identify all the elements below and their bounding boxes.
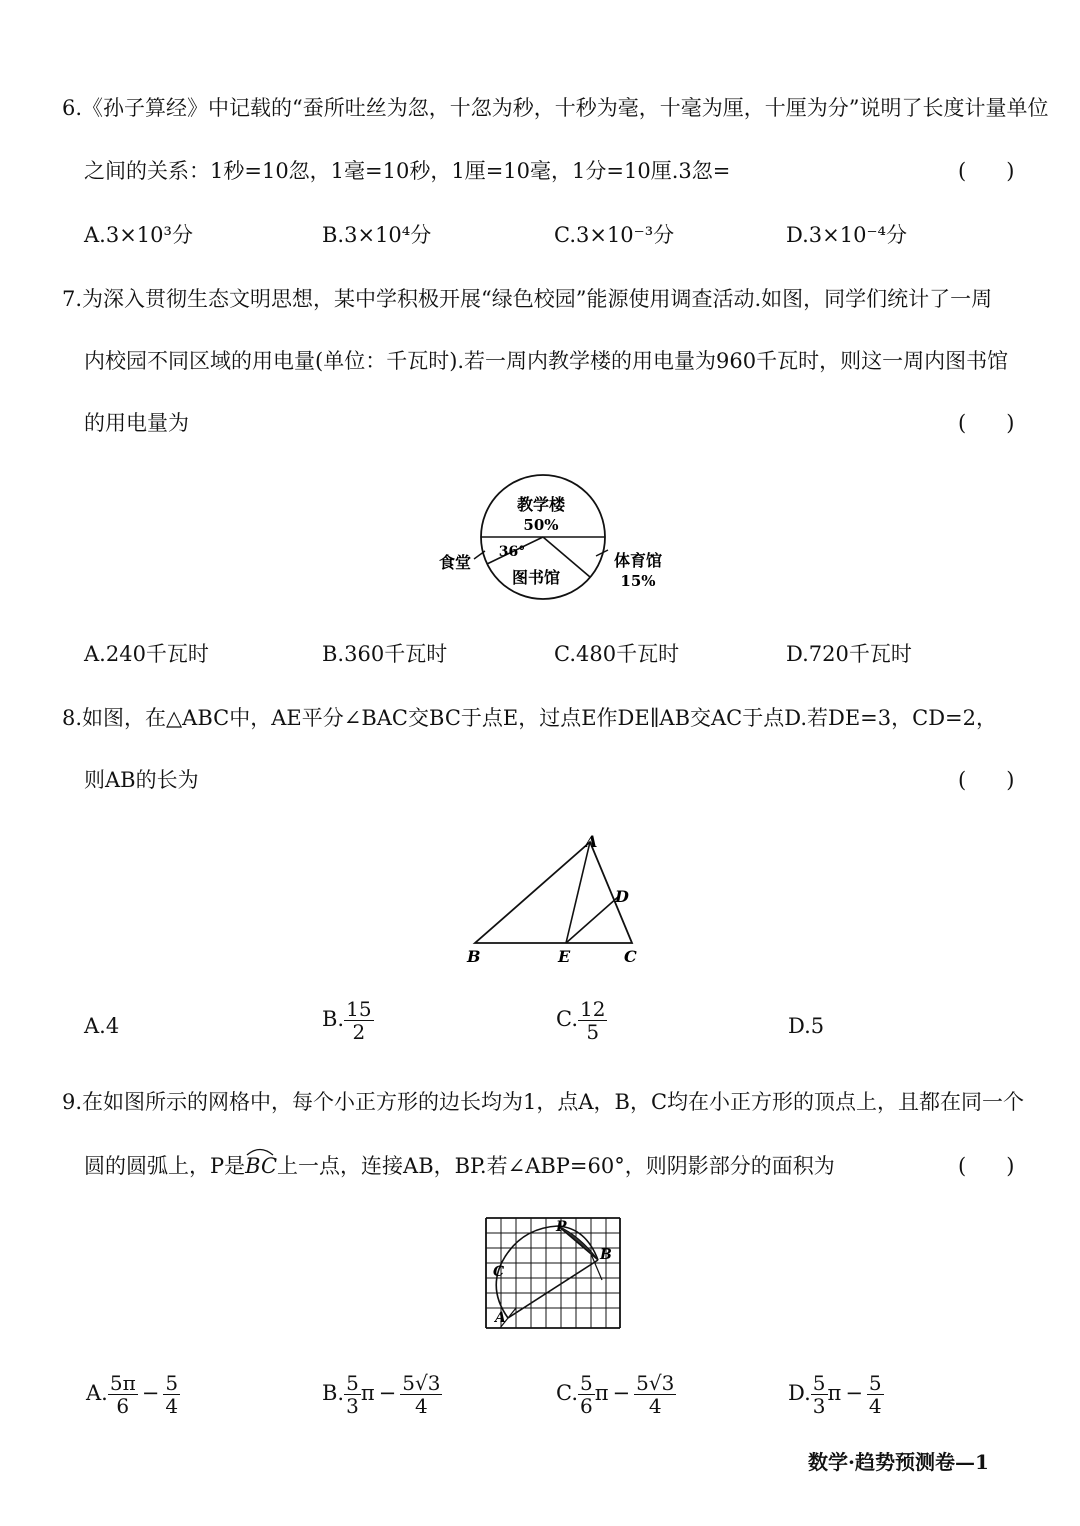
fraction-numerator: 5√3 (636, 1371, 675, 1395)
q8-option-c (556, 998, 607, 1043)
point-label-d: D (615, 887, 629, 906)
q8-option-b-prefix: B. (322, 1007, 345, 1031)
minus-sign: − (378, 1381, 397, 1405)
pie-label-canteen: 食堂 (438, 553, 472, 572)
fraction-denominator: 6 (580, 1394, 593, 1418)
q6-line-1: 6.《孙子算经》中记载的“蚕所吐丝为忽，十忽为秒，十秒为毫，十毫为厘，十厘为分”说明了长度计量单位 (62, 96, 1049, 120)
fraction-denominator: 4 (165, 1394, 179, 1418)
pi-symbol: π (594, 1381, 609, 1405)
circle-arc (496, 1226, 598, 1318)
q8-line-1: 8.如图，在△ABC中，AE平分∠BAC交BC于点E，过点E作DE∥AB交AC于点D.若DE=3，CD=2， (62, 706, 997, 730)
segment-ab (508, 1260, 598, 1318)
point-label-a: A (585, 832, 598, 851)
q8-option-a: A.4 (84, 1014, 120, 1038)
fraction-numerator: 5 (580, 1371, 593, 1395)
fraction-denominator: 4 (648, 1394, 662, 1418)
fraction-numerator: 12 (580, 997, 606, 1021)
fraction-denominator: 3 (346, 1394, 359, 1418)
q9-line-2 (84, 1152, 835, 1180)
q7-line-3: 的用电量为 (84, 411, 189, 435)
point-label-a: A (495, 1310, 506, 1326)
pie-label-gym-pct: 15% (620, 572, 656, 590)
minus-sign: − (845, 1381, 863, 1405)
pie-label-teaching-pct: 50% (523, 516, 559, 534)
fraction-numerator: 5π (109, 1371, 136, 1395)
q9-option-c-fraction-2 (634, 1372, 676, 1417)
q9-line-2-end: 上一点，连接AB，BP.若∠ABP=60°，则阴影部分的面积为 (277, 1154, 835, 1178)
q8-option-b-fraction (344, 998, 373, 1043)
q6-answer-parens: ( ) (958, 159, 1015, 183)
pie-label-teaching: 教学楼 (516, 495, 566, 514)
q9-option-a (86, 1372, 180, 1417)
pie-label-library: 图书馆 (511, 568, 561, 587)
q9-option-a-fraction-2 (163, 1372, 180, 1417)
q8-option-c-fraction (578, 998, 607, 1043)
q8-option-c-prefix: C. (556, 1007, 578, 1031)
page-footer: 数学·趋势预测卷—1 (808, 1450, 989, 1474)
q6-option-a: A.3×10³分 (84, 223, 193, 247)
q7-answer-parens: ( ) (958, 411, 1015, 435)
q7-option-b: B.360千瓦时 (322, 642, 448, 666)
q8-option-d: D.5 (788, 1014, 825, 1038)
point-label-c: C (493, 1264, 505, 1280)
q9-option-d (788, 1372, 884, 1417)
q9-option-b-fraction-2 (400, 1372, 442, 1417)
pi-symbol: π (360, 1381, 375, 1405)
q9-option-a-fraction-1 (108, 1372, 138, 1417)
minus-sign: − (612, 1381, 631, 1405)
q7-option-d: D.720千瓦时 (786, 642, 912, 666)
point-label-b: B (600, 1247, 612, 1263)
q9-option-d-prefix: D. (788, 1381, 811, 1405)
q8-option-b (322, 998, 374, 1043)
arc-bc-label: BC (245, 1154, 278, 1178)
triangle-abc (475, 842, 632, 943)
grid-lines (486, 1218, 620, 1328)
fraction-numerator: 5 (812, 1371, 826, 1395)
q9-option-d-fraction-1 (811, 1372, 828, 1417)
q8-answer-parens: ( ) (958, 768, 1015, 792)
arc-symbol (245, 1146, 275, 1156)
arc-bc-notation (245, 1152, 277, 1180)
pie-label-angle: 36° (498, 544, 526, 560)
fraction-denominator: 3 (812, 1394, 826, 1418)
point-label-e: E (558, 947, 571, 966)
point-label-p: P (556, 1219, 567, 1235)
q9-line-1: 9.在如图所示的网格中，每个小正方形的边长均为1，点A，B，C均在小正方形的顶点上，且都在同一个 (62, 1090, 1025, 1114)
segment-de (566, 897, 618, 943)
fraction-denominator: 5 (586, 1020, 600, 1044)
q6-option-c: C.3×10⁻³分 (554, 223, 675, 247)
fraction-denominator: 4 (868, 1394, 882, 1418)
fraction-denominator: 2 (352, 1020, 366, 1044)
fraction-numerator: 5 (165, 1371, 179, 1395)
q9-option-c-fraction-1 (578, 1372, 595, 1417)
segment-ae (566, 842, 590, 943)
point-label-c: C (624, 947, 637, 966)
fraction-numerator: 5 (868, 1371, 882, 1395)
q7-line-2: 内校园不同区域的用电量(单位：千瓦时).若一周内教学楼的用电量为960千瓦时，则这一周内图书馆 (84, 349, 1009, 373)
pi-symbol: π (827, 1381, 842, 1405)
q6-option-b: B.3×10⁴分 (322, 223, 432, 247)
q9-option-b (322, 1372, 442, 1417)
fraction-numerator: 5 (346, 1371, 359, 1395)
fraction-numerator: 5√3 (402, 1371, 441, 1395)
q6-line-2: 之间的关系：1秒=10忽，1毫=10秒，1厘=10毫，1分=10厘.3忽= (84, 159, 731, 183)
q9-option-a-prefix: A. (86, 1381, 108, 1405)
q9-option-c-prefix: C. (556, 1381, 578, 1405)
q7-option-c: C.480千瓦时 (554, 642, 680, 666)
q9-option-b-fraction-1 (344, 1372, 361, 1417)
q9-option-d-fraction-2 (867, 1372, 884, 1417)
q9-option-c (556, 1372, 676, 1417)
fraction-numerator: 15 (346, 997, 372, 1021)
q9-grid-figure (480, 1210, 630, 1335)
q9-answer-parens: ( ) (958, 1154, 1015, 1178)
q8-triangle-figure (455, 825, 655, 970)
point-label-b: B (467, 947, 481, 966)
q9-line-2-start: 圆的圆弧上，P是 (84, 1154, 246, 1178)
pie-label-gym: 体育馆 (613, 551, 663, 570)
q8-line-2: 则AB的长为 (84, 768, 199, 792)
q7-line-1: 7.为深入贯彻生态文明思想，某中学积极开展“绿色校园”能源使用调查活动.如图，同学们统计了一周 (62, 287, 993, 311)
q7-option-a: A.240千瓦时 (84, 642, 209, 666)
q7-pie-figure (420, 470, 680, 610)
q9-option-b-prefix: B. (322, 1381, 345, 1405)
fraction-denominator: 6 (116, 1394, 130, 1418)
minus-sign: − (141, 1381, 160, 1405)
fraction-denominator: 4 (415, 1394, 428, 1418)
q6-option-d: D.3×10⁻⁴分 (786, 223, 907, 247)
